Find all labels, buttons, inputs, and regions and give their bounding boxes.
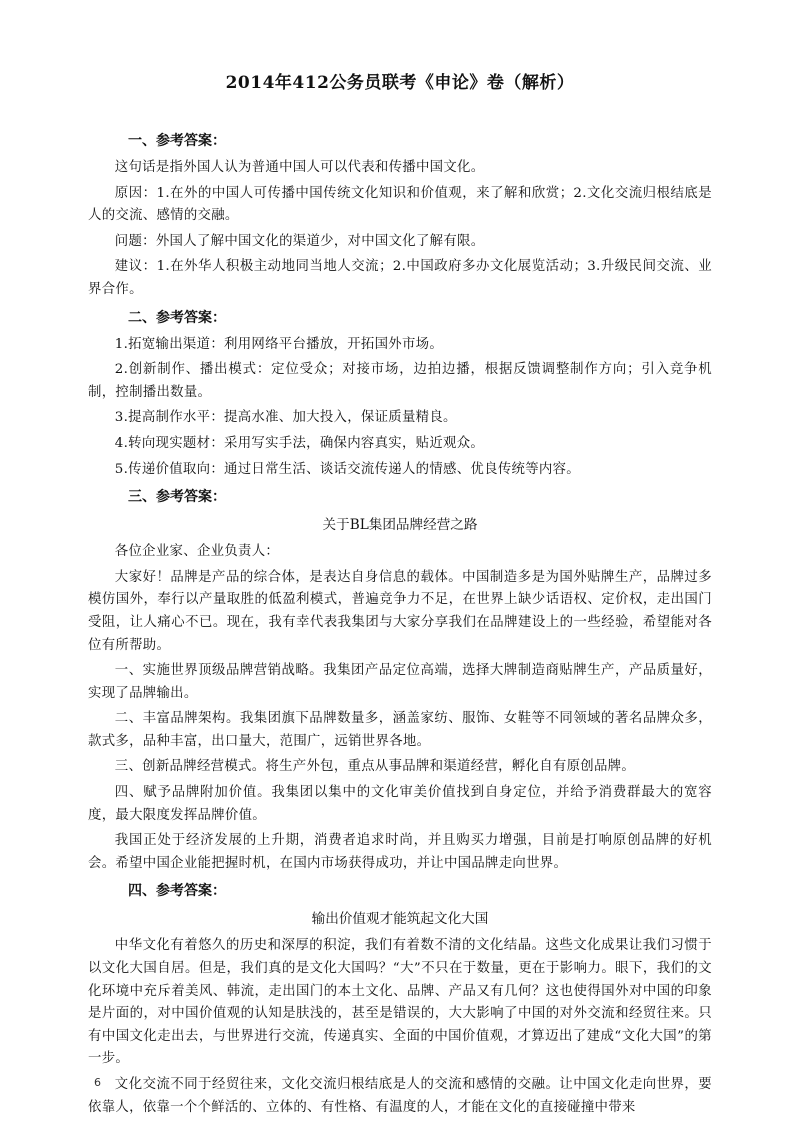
paragraph: 一、实施世界顶级品牌营销战略。我集团产品定位高端，选择大牌制造商贴牌生产，产品质量好，实现了品牌输出。 <box>88 663 712 701</box>
answer-section-2 <box>88 306 712 482</box>
paragraph: 我国正处于经济发展的上升期，消费者追求时尚，并且购买力增强，目前是打响原创品牌的好机会。希望中国企业能把握时机，在国内市场获得成功，并让中国品牌走向世界。 <box>88 833 712 871</box>
paragraph: 3.提高制作水平：提高水准、加大投入，保证质量精良。 <box>114 410 457 426</box>
paragraph: 四、赋予品牌附加价值。我集团以集中的文化审美价值找到自身定位，并给予消费群最大的宽容度，最大限度发挥品牌价值。 <box>88 785 712 823</box>
paragraph: 中华文化有着悠久的历史和深厚的积淀，我们有着数不清的文化结晶。这些文化成果让我们习惯于以文化大国自居。但是，我们真的是文化大国吗？“大”不只在于数量，更在于影响力。眼下，我们的文化环境中充斥着美风、韩流，走出国门的本土文化、品牌、产品又有几何？这也使得国外对中国的印象是片面的，对中国价值观的认知是肤浅的，甚至是错误的，大大影响了中国的对外交流和经贸往来。只有中国文化走出去，与世界进行交流，传递真实、全面的中国价值观，才算迈出了建成“文化大国”的第一步。 <box>88 938 712 1067</box>
section-heading: 二、参考答案： <box>128 309 226 326</box>
section-heading: 三、参考答案： <box>128 489 226 506</box>
answer-section-3 <box>88 485 712 875</box>
section-heading: 四、参考答案： <box>128 883 226 900</box>
paragraph: 大家好！品牌是产品的综合体，是表达自身信息的载体。中国制造多是为国外贴牌生产，品牌过多模仿国外，奉行以产量取胜的低盈利模式，普遍竞争力不足，在世界上缺少话语权、定价权，走出国门受阻，让人痛心不已。现在，我有幸代表我集团与大家分享我们在品牌建设上的一些经验，希望能对各位有所帮助。 <box>88 569 712 653</box>
paragraph: 2.创新制作、播出模式：定位受众；对接市场，边拍边播，根据反馈调整制作方向；引入竞争机制，控制播出数量。 <box>88 362 712 400</box>
document-title: 2014年412公务员联考《申论》卷（解析） <box>225 73 575 93</box>
section-heading: 一、参考答案： <box>128 133 226 149</box>
paragraph: 5.传递价值取向：通过日常生活、谈话交流传递人的情感、优良传统等内容。 <box>114 461 580 477</box>
page-number: 6 <box>94 1076 101 1089</box>
paragraph: 1.拓宽输出渠道：利用网络平台播放，开拓国外市场。 <box>114 336 444 352</box>
answer-section-1 <box>88 129 712 302</box>
paragraph: 这句话是指外国人认为普通中国人可以代表和传播中国文化。 <box>114 160 485 175</box>
paragraph: 建议：1.在外华人积极主动地同当地人交流；2.中国政府多办文化展览活动；3.升级民间交流、业界合作。 <box>88 259 712 297</box>
paragraph: 三、创新品牌经营模式。将生产外包，重点从事品牌和渠道经营，孵化自有原创品牌。 <box>114 759 636 775</box>
paragraph: 问题：外国人了解中国文化的渠道少，对中国文化了解有限。 <box>114 233 485 249</box>
paragraph: 原因：1.在外的中国人可传播中国传统文化知识和价值观，来了解和欣赏；2.文化交流归根结底是人的交流、感情的交融。 <box>88 185 712 224</box>
essay-title: 输出价值观才能筑起文化大国 <box>311 911 489 928</box>
salutation: 各位企业家、企业负责人： <box>114 544 280 560</box>
paragraph: 二、丰富品牌架构。我集团旗下品牌数量多，涵盖家纺、服饰、女鞋等不同领域的著名品牌众多，款式多，品种丰富，出口量大，范围广，远销世界各地。 <box>88 711 712 749</box>
paragraph: 文化交流不同于经贸往来，文化交流归根结底是人的交流和感情的交融。让中国文化走向世界，要依靠人，依靠一个个鲜活的、立体的、有性格、有温度的人，才能在文化的直接碰撞中带来 <box>88 1077 712 1115</box>
answer-section-4 <box>88 879 712 1119</box>
paragraph: 4.转向现实题材：采用写实手法，确保内容真实，贴近观众。 <box>114 435 485 451</box>
essay-title: 关于BL集团品牌经营之路 <box>322 517 478 534</box>
